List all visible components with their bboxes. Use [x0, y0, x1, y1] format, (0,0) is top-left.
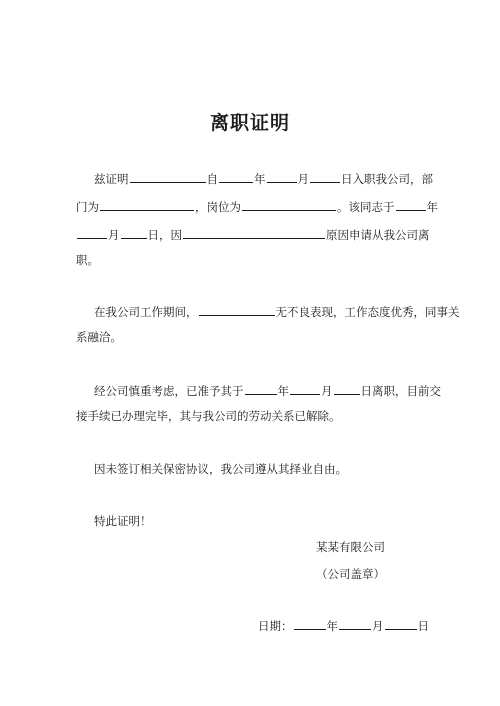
month-blank: [77, 226, 107, 239]
reason-blank: [183, 226, 325, 239]
company-name: 某某有限公司: [316, 540, 385, 554]
department-blank: [100, 198, 194, 211]
day-blank: [310, 170, 340, 183]
month-blank: [290, 382, 320, 395]
para1-line3: 月 日，因 原因申请从我公司离: [76, 226, 430, 243]
para2-line2: 系融洽。: [76, 330, 122, 344]
year-blank: [294, 617, 326, 630]
month-blank: [339, 617, 371, 630]
day-blank: [334, 382, 360, 395]
name-blank: [130, 170, 206, 183]
name-blank: [199, 303, 275, 316]
para1-line1: 兹证明 自 年 月 日入职我公司，部: [94, 172, 433, 186]
closing-line: 特此证明！: [94, 514, 152, 528]
para4-line: 因未签订相关保密协议，我公司遵从其择业自由。: [94, 462, 347, 476]
year-blank: [219, 170, 253, 183]
date-label: 日期：: [258, 619, 293, 633]
para2-line1: 在我公司工作期间， 无不良表现，工作态度优秀，同事关: [94, 305, 460, 319]
para1-line2: 门为 ，岗位为 。该同志于 年: [76, 200, 438, 214]
date-line: 日期： 年 月 日: [258, 619, 429, 633]
position-blank: [242, 198, 336, 211]
year-blank: [245, 382, 277, 395]
day-blank: [121, 226, 147, 239]
document-title: 离职证明: [209, 112, 290, 134]
company-seal-label: （公司盖章）: [316, 567, 385, 581]
para1-line4: 职。: [76, 253, 99, 267]
day-blank: [385, 617, 417, 630]
para3-line1: 经公司慎重考虑，已准予其于 年 月 日离职，目前交: [94, 384, 441, 398]
para3-line2: 接手续已办理完毕，其与我公司的劳动关系已解除。: [76, 409, 341, 423]
month-blank: [267, 170, 297, 183]
year-blank: [396, 198, 426, 211]
